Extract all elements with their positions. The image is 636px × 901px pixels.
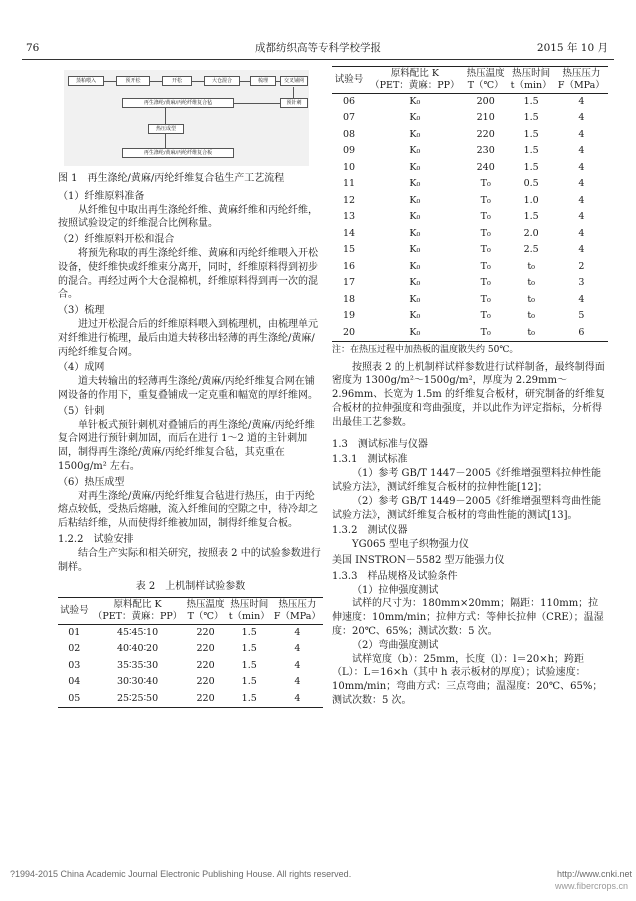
parameter-table-part2 xyxy=(332,66,608,342)
flow-arrow xyxy=(191,81,204,82)
table-cell: T₀ xyxy=(480,194,491,206)
table-row xyxy=(332,275,608,292)
table-row xyxy=(332,308,608,325)
table-cell: 220 xyxy=(196,626,215,638)
process-flowchart xyxy=(64,70,309,166)
flow-arrow xyxy=(293,87,294,98)
table-cell: 6 xyxy=(578,326,585,338)
table-cell: 04 xyxy=(68,676,81,688)
section-fiber-preparation-title: （1）纤维原料准备 xyxy=(58,190,145,202)
section-1-3-title: 1.3 测试标准与仪器 xyxy=(332,438,428,450)
table-cell: 10 xyxy=(342,161,356,173)
table-cell: 19 xyxy=(342,310,356,322)
table-cell: 09 xyxy=(342,145,356,157)
tensile-test-title: （1）拉伸强度测试 xyxy=(352,584,439,596)
table-cell: 18 xyxy=(342,293,356,305)
flow-box-pre-opening: 预开松 xyxy=(116,76,150,86)
table-row xyxy=(332,209,608,226)
table-cell: 1.5 xyxy=(523,161,539,173)
table-cell: 1.5 xyxy=(523,145,539,157)
section-hot-pressing-title: （6）热压成型 xyxy=(58,476,125,488)
flow-arrow xyxy=(149,81,162,82)
table-cell: 4 xyxy=(578,178,585,190)
table-row xyxy=(332,259,608,276)
page-number: 76 xyxy=(26,42,40,54)
flow-box-pre-needling: 预针刺 xyxy=(280,98,308,108)
table-cell: 11 xyxy=(342,178,356,190)
table-cell: 2.0 xyxy=(523,227,539,239)
table-cell: 1.5 xyxy=(523,211,539,223)
table-cell: 4 xyxy=(578,211,585,223)
table-cell: 1.5 xyxy=(523,112,539,124)
table-cell: 2 xyxy=(578,260,585,272)
table-cell: t₀ xyxy=(527,260,535,272)
table-cell: 1.5 xyxy=(241,643,257,655)
table-row xyxy=(58,641,323,658)
flow-box-hot-pressing: 热压成型 xyxy=(148,124,184,134)
col-header-test-no: 试验号 xyxy=(334,73,364,85)
bending-test-title: （2）弯曲强度测试 xyxy=(352,639,439,651)
table-cell: T₀ xyxy=(480,260,491,272)
table-row xyxy=(332,226,608,243)
table-cell: K₀ xyxy=(409,128,421,140)
col-header-time: 热压时间 t（min） xyxy=(510,68,552,91)
section-fiber-preparation-body: 从纤维包中取出再生涤纶纤维、黄麻纤维和丙纶纤维，按照试验设定的纤维混合比例称量。 xyxy=(58,204,318,230)
table-cell: 05 xyxy=(68,692,81,704)
table-cell: 4 xyxy=(294,626,301,638)
table-cell: K₀ xyxy=(409,145,421,157)
table-cell: 2.5 xyxy=(523,244,539,256)
col-header-temperature: 热压温度 T（℃） xyxy=(186,599,225,622)
table-cell: T₀ xyxy=(480,310,491,322)
col-header-test-no: 试验号 xyxy=(60,605,89,617)
table-cell: 16 xyxy=(342,260,356,272)
table-cell: 06 xyxy=(342,95,356,107)
table-cell: 25∶25∶50 xyxy=(116,692,159,704)
flow-box-feeding: 蒸粕喂入 xyxy=(68,76,104,86)
table-cell: 220 xyxy=(196,659,215,671)
table-row xyxy=(58,624,323,641)
flow-arrow xyxy=(165,108,166,124)
table-cell: 13 xyxy=(342,211,356,223)
tensile-test-conditions: 试样的尺寸为：180mm×20mm；隔距：110mm；拉伸速度：10mm/min；拉伸方式：等伸长拉伸（CRE）；温湿度：20℃、65%；测试次数：5 次。 xyxy=(332,598,604,637)
table-cell: 15 xyxy=(342,244,356,256)
cnki-link[interactable]: http://www.cnki.net xyxy=(556,869,632,879)
table-cell: 4 xyxy=(294,676,301,688)
table-cell: K₀ xyxy=(409,277,421,289)
table-cell: 4 xyxy=(578,128,585,140)
table-cell: T₀ xyxy=(480,244,491,256)
section-needling-title: （5）针刺 xyxy=(58,405,105,417)
table-cell: 4 xyxy=(578,161,585,173)
header-rule xyxy=(22,59,614,60)
table-cell: 220 xyxy=(196,676,215,688)
section-web-forming-body: 道夫转输出的轻薄再生涤纶/黄麻/丙纶纤维复合网在铺网设备的作用下，重复叠铺成一定克重和幅宽的厚纤维网。 xyxy=(58,376,318,401)
table-cell: K₀ xyxy=(409,293,421,305)
col-header-temperature: 热压温度 T（℃） xyxy=(466,68,505,91)
flow-arrow xyxy=(165,134,166,148)
flow-box-carding: 梳理 xyxy=(250,76,276,86)
table-cell: 1.5 xyxy=(241,659,257,671)
table-cell: 14 xyxy=(342,227,356,239)
col-header-ratio: 原料配比 K （PET：黄麻：PP） xyxy=(370,68,460,91)
section-1-3-2-title: 1.3.2 测试仪器 xyxy=(332,525,408,537)
table-cell: 1.5 xyxy=(241,692,257,704)
table-cell: 230 xyxy=(476,145,495,157)
table-cell: 4 xyxy=(578,194,585,206)
table-cell: K₀ xyxy=(409,194,421,206)
table-cell: 30∶30∶40 xyxy=(116,676,159,688)
table-cell: 4 xyxy=(294,659,301,671)
section-test-arrangement-title: 1.2.2 试验安排 xyxy=(58,533,134,545)
table-cell: 17 xyxy=(342,277,356,289)
table-row xyxy=(332,325,608,342)
section-carding-body: 进过开松混合后的纤维原料喂入到梳理机，由梳理单元对纤维进行梳理，最后由道夫转移出轻薄的再生涤纶/黄麻/丙纶纤维复合网。 xyxy=(58,318,318,358)
table-cell: 1.0 xyxy=(523,194,539,206)
table-cell: 03 xyxy=(68,659,81,671)
table-row xyxy=(58,691,323,708)
flow-box-opening: 开松 xyxy=(162,76,192,86)
table-cell: t₀ xyxy=(527,293,535,305)
table-cell: T₀ xyxy=(480,277,491,289)
flow-box-composite-board: 再生涤纶/黄麻/丙纶纤维复合板 xyxy=(122,148,234,158)
table-cell: t₀ xyxy=(527,310,535,322)
table-cell: 07 xyxy=(342,112,356,124)
col-header-ratio: 原料配比 K （PET：黄麻：PP） xyxy=(92,599,183,622)
section-test-arrangement-body: 结合生产实际和相关研究，按照表 2 中的试验参数进行制样。 xyxy=(58,547,321,573)
copyright-notice: ?1994-2015 China Academic Journal Electronic Publishing House. All rights reserved. xyxy=(10,869,352,879)
table-row xyxy=(332,242,608,259)
table-row xyxy=(58,674,323,691)
issue-date: 2015 年 10 月 xyxy=(536,42,608,54)
col-header-pressure: 热压压力 F（MPa） xyxy=(557,68,605,91)
table-cell: 3 xyxy=(578,277,585,289)
table-cell: 45∶45∶10 xyxy=(116,626,159,638)
flow-arrow xyxy=(233,103,280,104)
table-row xyxy=(332,160,608,177)
right-column xyxy=(332,66,608,708)
instrument-instron: 美国 INSTRON－5582 型万能强力仪 xyxy=(332,555,505,567)
table-cell: t₀ xyxy=(527,277,535,289)
table-cell: T₀ xyxy=(480,211,491,223)
section-carding-title: （3）梳理 xyxy=(58,305,105,317)
table-cell: K₀ xyxy=(409,178,421,190)
table-row xyxy=(332,110,608,127)
table-cell: 200 xyxy=(476,95,495,107)
page-header xyxy=(22,41,614,57)
table-cell: 0.5 xyxy=(523,178,539,190)
table-cell: T₀ xyxy=(480,227,491,239)
table-cell: 1.5 xyxy=(523,95,539,107)
table-cell: 02 xyxy=(68,643,81,655)
standard-bending: （2）参考 GB/T 1449－2005《纤维增强塑料弯曲性能试验方法》，测试纤维复合板材的弯曲性能的测试[13]。 xyxy=(332,495,601,521)
table-cell: 4 xyxy=(294,643,301,655)
table-cell: 4 xyxy=(294,692,301,704)
table-cell: 01 xyxy=(68,626,81,638)
figure-caption: 图 1 再生涤纶/黄麻/丙纶纤维复合毡生产工艺流程 xyxy=(58,173,285,184)
flow-box-cross-lapping: 交叉铺网 xyxy=(280,76,308,86)
table-cell: 40∶40∶20 xyxy=(116,643,159,655)
table-cell: 20 xyxy=(342,326,356,338)
table-cell: 12 xyxy=(342,194,356,206)
table-cell: 08 xyxy=(342,128,356,140)
table-cell: K₀ xyxy=(409,211,421,223)
site-watermark: www.fibercrops.cn xyxy=(554,881,628,891)
table-cell: T₀ xyxy=(480,326,491,338)
col-header-pressure: 热压压力 F（MPa） xyxy=(273,599,321,622)
section-1-3-3-title: 1.3.3 样品规格及试验条件 xyxy=(332,570,458,582)
table-row xyxy=(332,292,608,309)
table-row xyxy=(58,658,323,675)
instrument-yg065: YG065 型电子织物强力仪 xyxy=(352,539,469,551)
table-row xyxy=(332,93,608,110)
standard-tensile: （1）参考 GB/T 1447－2005《纤维增强塑料拉伸性能试验方法》，测试纤维复合板材的拉伸性能[12]； xyxy=(332,468,601,494)
col-header-time: 热压时间 t（min） xyxy=(228,599,270,622)
flow-arrow xyxy=(103,81,116,82)
table-cell: 240 xyxy=(476,161,495,173)
section-needling-body: 单针板式预针刺机对叠铺后的再生涤纶/黄麻/丙纶纤维复合网进行预针刺加固，而后在进行 1～2 道的主针刺加固，制得再生涤纶/黄麻/丙纶纤维复合毡，其克重在 1500g/m² 左右。 xyxy=(58,419,315,472)
table-cell: 220 xyxy=(196,692,215,704)
bending-test-conditions: 试样宽度（b）：25mm，长度（l）：l＝20×h；跨距（L）：L＝16×h（其中 h 表示板材的厚度）；试验速度：10mm/min；弯曲方式：三点弯曲；温湿度：20℃、65%；测试次数：5 次。 xyxy=(332,653,603,706)
table-cell: 4 xyxy=(578,112,585,124)
table-cell: 4 xyxy=(578,95,585,107)
section-1-3-1-title: 1.3.1 测试标准 xyxy=(332,454,408,466)
flow-box-bin-mixing: 大仓混合 xyxy=(204,76,240,86)
table-cell: 4 xyxy=(578,227,585,239)
section-web-forming-title: （4）成网 xyxy=(58,362,105,374)
section-opening-mixing-body: 将预先称取的再生涤纶纤维、黄麻和丙纶纤维喂入开松设备，使纤维快或纤维束分离开，同时，纤维原料得到初步的混合。再经过两个大仓混棉机，纤维原料得到再一次的混合。 xyxy=(58,247,318,301)
table-cell: 220 xyxy=(196,643,215,655)
table-cell: 1.5 xyxy=(241,626,257,638)
table-row xyxy=(332,193,608,210)
table-cell: T₀ xyxy=(480,178,491,190)
table-row xyxy=(332,127,608,144)
table-cell: 4 xyxy=(578,293,585,305)
table-cell: 35∶35∶30 xyxy=(116,659,159,671)
table-cell: 4 xyxy=(578,244,585,256)
table-cell: K₀ xyxy=(409,326,421,338)
table-cell: t₀ xyxy=(527,326,535,338)
table-cell: 1.5 xyxy=(241,676,257,688)
sample-preparation-paragraph: 按照表 2 的上机制样试样参数进行试样制备，最终制得面密度为 1300g/m²～1500g/m²，厚度为 2.29mm～2.96mm、长宽为 1.5m 的纤维复合板材，研究制备的纤维复合板材的拉伸强度和弯曲强度，并以此作为评定指标，分析得出最佳工艺参数。 xyxy=(332,361,605,428)
table-row xyxy=(332,143,608,160)
table-cell: K₀ xyxy=(409,244,421,256)
table-cell: K₀ xyxy=(409,227,421,239)
table-cell: K₀ xyxy=(409,310,421,322)
table-cell: K₀ xyxy=(409,112,421,124)
flow-arrow xyxy=(275,81,280,82)
parameter-table-part1 xyxy=(58,597,323,708)
table-cell: K₀ xyxy=(409,260,421,272)
table-note: 注：在热压过程中加热板的温度散失约 50℃。 xyxy=(332,345,519,356)
journal-title: 成都纺织高等专科学校学报 xyxy=(255,42,381,54)
left-column xyxy=(58,66,323,708)
flow-box-composite-felt: 再生涤纶/黄麻/丙纶纤维复合毡 xyxy=(122,98,234,108)
table-cell: 210 xyxy=(476,112,495,124)
table-cell: 5 xyxy=(578,310,585,322)
table-cell: K₀ xyxy=(409,95,421,107)
table-caption: 表 2 上机制样试验参数 xyxy=(135,581,246,593)
table-cell: K₀ xyxy=(409,161,421,173)
section-opening-mixing-title: （2）纤维原料开松和混合 xyxy=(58,234,175,246)
flow-arrow xyxy=(239,81,250,82)
table-cell: 220 xyxy=(476,128,495,140)
table-row xyxy=(332,176,608,193)
table-cell: 4 xyxy=(578,145,585,157)
table-cell: T₀ xyxy=(480,293,491,305)
section-hot-pressing-body: 对再生涤纶/黄麻/丙纶纤维复合毡进行热压，由于丙纶熔点较低，受热后熔融，流入纤维间的空隙之中，待冷却之后粘结纤维，从而使得纤维被加固，制得纤维复合板。 xyxy=(58,490,318,530)
table-cell: 1.5 xyxy=(523,128,539,140)
